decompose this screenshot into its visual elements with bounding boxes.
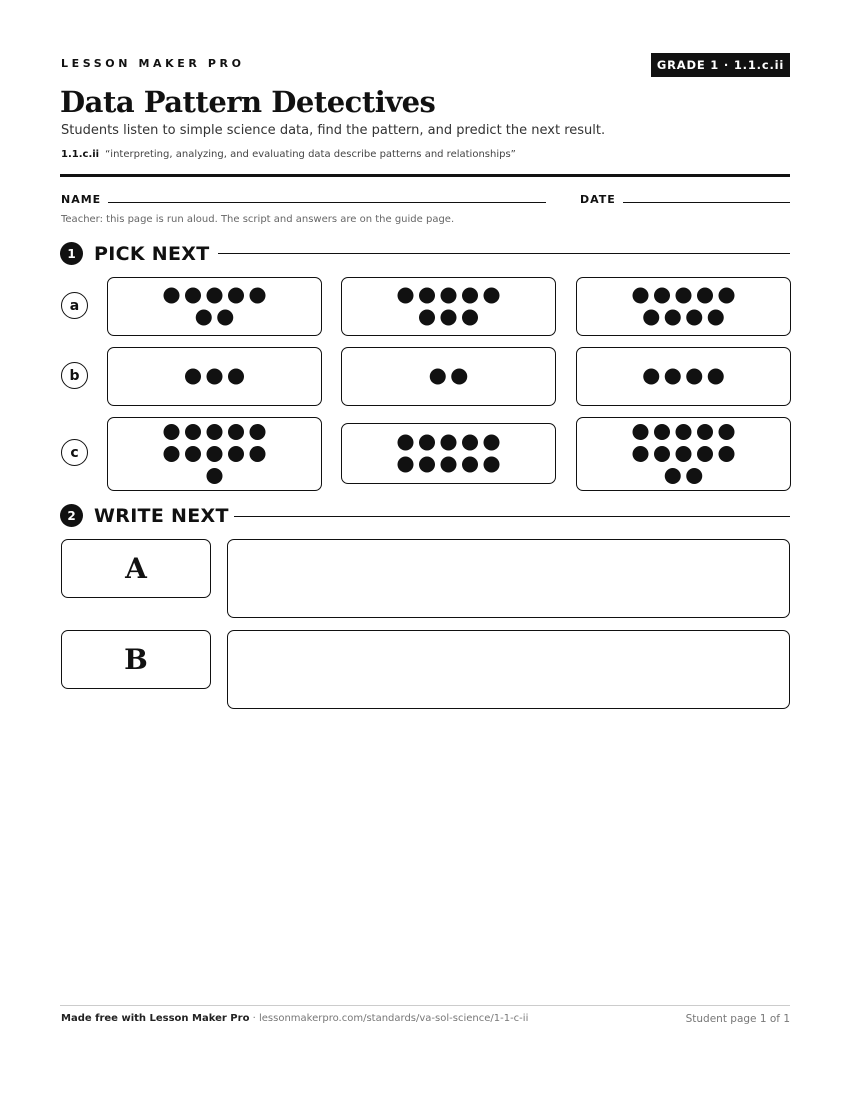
dot bbox=[686, 468, 702, 484]
dot bbox=[654, 288, 670, 304]
standard-code: 1.1.c.ii bbox=[61, 149, 100, 160]
dot bbox=[185, 288, 201, 304]
dot bbox=[441, 457, 457, 473]
dot bbox=[207, 288, 223, 304]
dot bbox=[398, 288, 414, 304]
option-card-a1[interactable] bbox=[107, 277, 322, 336]
dot-group bbox=[577, 418, 790, 490]
write-label-a: A bbox=[61, 539, 211, 598]
standard-text: “interpreting, analyzing, and evaluating data describe patterns and relationships” bbox=[105, 149, 516, 160]
dot bbox=[719, 424, 735, 440]
footer-separator: · bbox=[249, 1013, 259, 1024]
date-field[interactable] bbox=[623, 202, 790, 203]
grade-badge: GRADE 1 · 1.1.c.ii bbox=[651, 53, 790, 77]
option-card-c2[interactable] bbox=[341, 423, 556, 484]
dot bbox=[441, 288, 457, 304]
dot bbox=[228, 369, 244, 385]
footer-credit bbox=[61, 1013, 528, 1024]
header-divider bbox=[60, 174, 790, 177]
section-1-title: PICK NEXT bbox=[94, 242, 210, 265]
dot bbox=[708, 369, 724, 385]
dot bbox=[462, 457, 478, 473]
section-1-number: 1 bbox=[60, 242, 83, 265]
page-title: Data Pattern Detectives bbox=[60, 85, 436, 119]
option-card-a2[interactable] bbox=[341, 277, 556, 336]
dot bbox=[228, 288, 244, 304]
dot bbox=[250, 446, 266, 462]
dot bbox=[398, 457, 414, 473]
dot bbox=[665, 468, 681, 484]
dot-group bbox=[342, 348, 555, 405]
option-card-b2[interactable] bbox=[341, 347, 556, 406]
dot bbox=[484, 435, 500, 451]
section-2-heading bbox=[60, 504, 229, 527]
row-label-a: a bbox=[61, 292, 88, 319]
dot bbox=[228, 446, 244, 462]
section-1-rule bbox=[218, 253, 790, 254]
dot bbox=[441, 310, 457, 326]
dot bbox=[686, 369, 702, 385]
dot bbox=[451, 369, 467, 385]
dot bbox=[207, 424, 223, 440]
dot bbox=[462, 288, 478, 304]
dot bbox=[164, 424, 180, 440]
dot bbox=[250, 424, 266, 440]
row-label-b: b bbox=[61, 362, 88, 389]
dot-group bbox=[577, 278, 790, 335]
option-card-c3[interactable] bbox=[576, 417, 791, 491]
option-card-b3[interactable] bbox=[576, 347, 791, 406]
dot-group bbox=[108, 348, 321, 405]
dot bbox=[697, 424, 713, 440]
dot bbox=[207, 369, 223, 385]
dot bbox=[676, 288, 692, 304]
option-card-a3[interactable] bbox=[576, 277, 791, 336]
dot bbox=[462, 310, 478, 326]
dot-group bbox=[342, 278, 555, 335]
dot bbox=[164, 446, 180, 462]
dot bbox=[196, 310, 212, 326]
answer-box-b[interactable] bbox=[227, 630, 790, 709]
dot bbox=[633, 424, 649, 440]
dot bbox=[654, 424, 670, 440]
dot bbox=[419, 435, 435, 451]
dot bbox=[708, 310, 724, 326]
dot bbox=[185, 424, 201, 440]
footer-url[interactable]: lessonmakerpro.com/standards/va-sol-science/1-1-c-ii bbox=[258, 1013, 529, 1024]
dot bbox=[643, 310, 659, 326]
section-2-rule bbox=[234, 516, 790, 517]
dot bbox=[697, 446, 713, 462]
dot bbox=[665, 310, 681, 326]
section-2-number: 2 bbox=[60, 504, 83, 527]
dot bbox=[484, 288, 500, 304]
option-card-b1[interactable] bbox=[107, 347, 322, 406]
dot bbox=[228, 424, 244, 440]
dot bbox=[398, 435, 414, 451]
section-1-heading bbox=[60, 242, 209, 265]
dot bbox=[207, 468, 223, 484]
row-label-c: c bbox=[61, 439, 88, 466]
dot bbox=[633, 446, 649, 462]
standard-line bbox=[61, 149, 516, 160]
dot bbox=[719, 288, 735, 304]
dot bbox=[643, 369, 659, 385]
page-subtitle: Students listen to simple science data, find the pattern, and predict the next result. bbox=[61, 123, 606, 138]
brand-name: LESSON MAKER PRO bbox=[61, 57, 245, 70]
teacher-note: Teacher: this page is run aloud. The script and answers are on the guide page. bbox=[61, 214, 455, 225]
dot bbox=[419, 310, 435, 326]
dot bbox=[441, 435, 457, 451]
dot bbox=[665, 369, 681, 385]
footer-divider bbox=[60, 1005, 790, 1006]
dot bbox=[676, 424, 692, 440]
dot bbox=[697, 288, 713, 304]
dot bbox=[430, 369, 446, 385]
dot-group bbox=[577, 348, 790, 405]
dot bbox=[419, 288, 435, 304]
dot bbox=[686, 310, 702, 326]
dot-group bbox=[342, 424, 555, 483]
dot bbox=[185, 446, 201, 462]
dot bbox=[164, 288, 180, 304]
write-label-b: B bbox=[61, 630, 211, 689]
dot bbox=[207, 446, 223, 462]
date-label: DATE bbox=[580, 193, 616, 206]
dot bbox=[633, 288, 649, 304]
answer-box-a[interactable] bbox=[227, 539, 790, 618]
dot bbox=[185, 369, 201, 385]
dot bbox=[250, 288, 266, 304]
footer-made-with: Made free with Lesson Maker Pro bbox=[61, 1013, 250, 1024]
section-2-title: WRITE NEXT bbox=[94, 504, 229, 527]
option-card-c1[interactable] bbox=[107, 417, 322, 491]
dot bbox=[217, 310, 233, 326]
dot-group bbox=[108, 278, 321, 335]
dot bbox=[484, 457, 500, 473]
dot bbox=[419, 457, 435, 473]
name-field[interactable] bbox=[108, 202, 546, 203]
dot-group bbox=[108, 418, 321, 490]
dot bbox=[654, 446, 670, 462]
footer-page-number: Student page 1 of 1 bbox=[685, 1013, 790, 1025]
dot bbox=[462, 435, 478, 451]
name-label: NAME bbox=[61, 193, 102, 206]
dot bbox=[676, 446, 692, 462]
dot bbox=[719, 446, 735, 462]
